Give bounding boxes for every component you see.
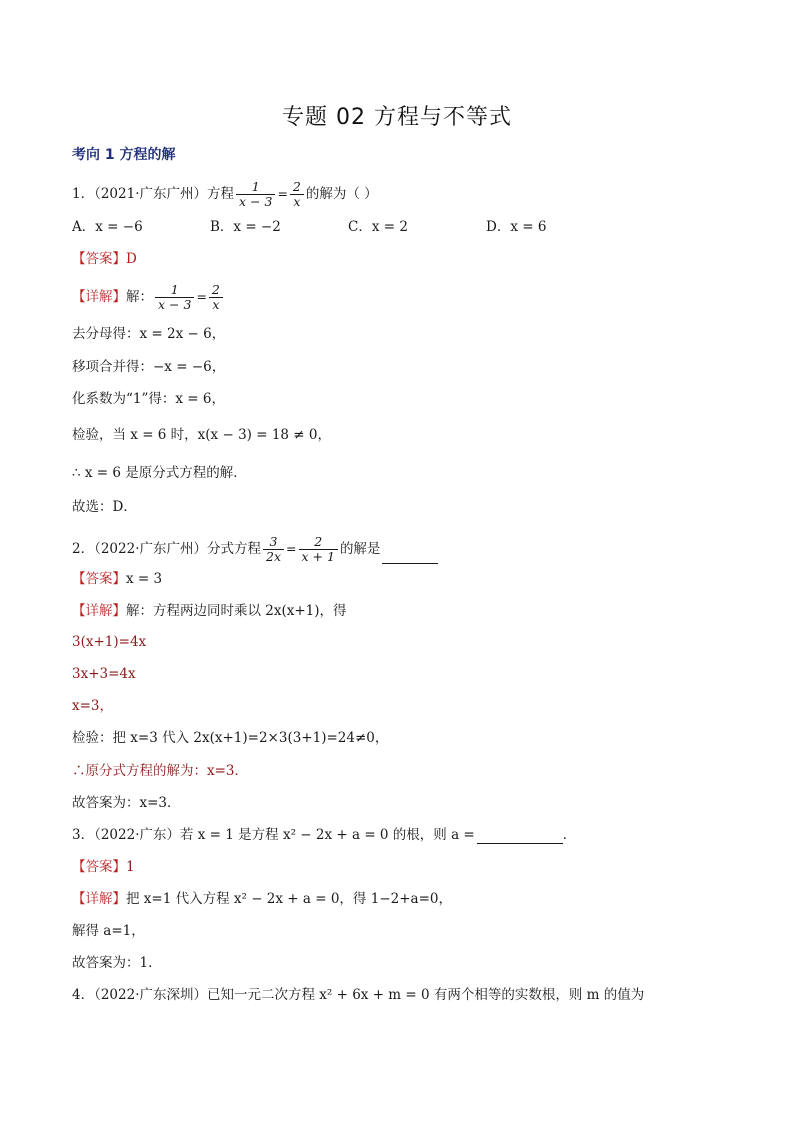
answer-tag: 【答案】 bbox=[72, 859, 126, 875]
step-line: ∴ x = 6 是原分式方程的解． bbox=[72, 465, 247, 481]
step-line: 3x+3=4x bbox=[72, 666, 136, 682]
step-line: 移项合并得：−x = −6， bbox=[72, 359, 226, 375]
step-line: 3(x+1)=4x bbox=[72, 634, 147, 650]
section-heading: 考向 1 方程的解 bbox=[72, 147, 176, 163]
detail-2: 【详解】解：方程两边同时乘以 2x(x+1)，得 bbox=[72, 603, 347, 619]
detail-tag: 【详解】 bbox=[72, 289, 126, 305]
answer-1: 【答案】D bbox=[72, 251, 137, 267]
detail-tag: 【详解】 bbox=[72, 891, 126, 907]
option-d: D．x = 6 bbox=[486, 219, 547, 235]
solve-line: 解得 a=1， bbox=[72, 923, 145, 939]
question-1-options bbox=[72, 218, 712, 236]
final-line: 故答案为：x=3． bbox=[72, 795, 181, 811]
fraction: $\frac{2}{x}$ bbox=[290, 180, 304, 209]
fraction: $\frac{3}{2x}$ bbox=[263, 535, 284, 564]
question-1-stem: 1．（2021·广东广州）方程 $\frac{1}{x - 3}$ = $\frac{2}{x}$ 的解为（ ） bbox=[72, 179, 378, 209]
fraction: $\frac{1}{x - 3}$ bbox=[236, 180, 275, 209]
option-c: C．x = 2 bbox=[348, 219, 408, 235]
step-line: 检验，当 x = 6 时，x(x − 3) = 18 ≠ 0， bbox=[72, 427, 331, 443]
fraction: $\frac{2}{x}$ bbox=[209, 283, 223, 312]
fraction: $\frac{1}{x - 3}$ bbox=[155, 283, 194, 312]
final-line: 故答案为：1． bbox=[72, 955, 162, 971]
step-line: 化系数为“1”得：x = 6， bbox=[72, 391, 225, 407]
conclusion-line: ∴原分式方程的解为：x=3． bbox=[72, 763, 249, 779]
answer-tag: 【答案】 bbox=[72, 251, 126, 267]
answer-2: 【答案】x = 3 bbox=[72, 571, 163, 587]
question-2-stem: 2．（2022·广东广州）分式方程 $\frac{3}{2x}$ = $\frac{2}{x + 1}$ 的解是 bbox=[72, 535, 438, 564]
step-line: x=3， bbox=[72, 698, 114, 714]
page-title: 专题 02 方程与不等式 bbox=[282, 105, 512, 130]
detail-1: 【详解】解： $\frac{1}{x - 3}$ = $\frac{2}{x}$ bbox=[72, 283, 225, 312]
question-3-stem: 3．（2022·广东）若 x = 1 是方程 x² − 2x + a = 0 的根，则 a = ． bbox=[72, 827, 577, 843]
check-line: 检验：把 x=3 代入 2x(x+1)=2×3(3+1)=24≠0， bbox=[72, 730, 389, 746]
option-b: B．x = −2 bbox=[210, 219, 281, 235]
option-a: A．x = −6 bbox=[72, 219, 143, 235]
question-4-stem: 4．（2022·广东深圳）已知一元二次方程 x² + 6x + m = 0 有两个相等的实数根，则 m 的值为 bbox=[72, 987, 645, 1003]
step-line: 去分母得：x = 2x − 6， bbox=[72, 326, 226, 342]
answer-blank bbox=[382, 551, 438, 564]
answer-tag: 【答案】 bbox=[72, 571, 126, 587]
answer-blank bbox=[477, 831, 563, 844]
step-line: 故选：D． bbox=[72, 499, 137, 515]
answer-3: 【答案】1 bbox=[72, 859, 135, 875]
detail-3: 【详解】把 x=1 代入方程 x² − 2x + a = 0，得 1−2+a=0， bbox=[72, 891, 452, 907]
detail-tag: 【详解】 bbox=[72, 603, 126, 619]
fraction: $\frac{2}{x + 1}$ bbox=[299, 535, 338, 564]
